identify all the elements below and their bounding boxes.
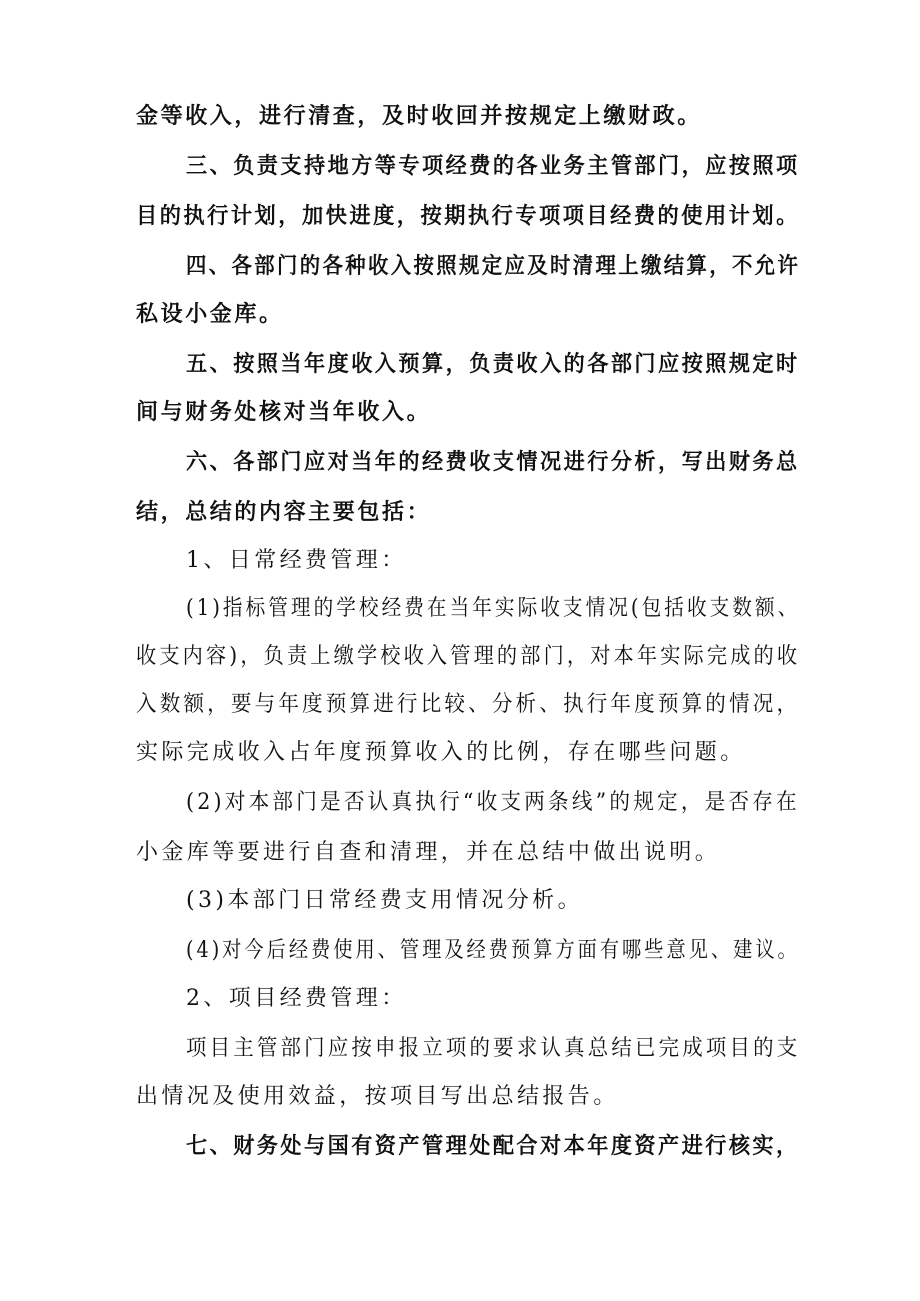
text-line-7: 间与财务处核对当年收入。 (136, 400, 432, 425)
text-line-19: 2、项目经费管理： (186, 986, 407, 1011)
text-line-18: (4)对今后经费使用、管理及经费预算方面有哪些意见、建议。 (186, 938, 800, 963)
text-line-2: 三、负责支持地方等专项经费的各业务主管部门，应按照项 (186, 154, 800, 179)
text-line-22: 七、财务处与国有资产管理处配合对本年度资产进行核实， (186, 1134, 800, 1159)
text-line-16: 小金库等要进行自查和清理，并在总结中做出说明。 (136, 840, 721, 865)
text-line-15: (2)对本部门是否认真执行“收支两条线”的规定，是否存在 (186, 790, 800, 815)
text-line-12: 收支内容)，负责上缴学校收入管理的部门，对本年实际完成的收 (136, 644, 801, 669)
text-line-5: 私设小金库。 (136, 302, 284, 327)
text-line-13: 入数额，要与年度预算进行比较、分析、执行年度预算的情况， (136, 692, 801, 717)
text-line-3: 目的执行计划，加快进度，按期执行专项项目经费的使用计划。 (136, 204, 800, 229)
text-line-20: 项目主管部门应按申报立项的要求认真总结已完成项目的支 (186, 1036, 801, 1061)
text-line-8: 六、各部门应对当年的经费收支情况进行分析，写出财务总 (186, 450, 800, 475)
text-line-6: 五、按照当年度收入预算，负责收入的各部门应按照规定时 (186, 352, 800, 377)
text-line-21: 出情况及使用效益，按项目写出总结报告。 (136, 1084, 619, 1109)
text-line-9: 结，总结的内容主要包括： (136, 500, 432, 525)
text-line-1: 金等收入，进行清查，及时收回并按规定上缴财政。 (136, 104, 702, 129)
text-line-4: 四、各部门的各种收入按照规定应及时清理上缴结算，不允许 (186, 254, 801, 279)
text-line-11: (1)指标管理的学校经费在当年实际收支情况(包括收支数额、 (186, 596, 801, 621)
text-line-10: 1、日常经费管理： (186, 548, 407, 573)
text-line-17: (3)本部门日常经费支用情况分析。 (186, 888, 583, 913)
text-line-14: 实际完成收入占年度预算收入的比例，存在哪些问题。 (136, 740, 746, 765)
